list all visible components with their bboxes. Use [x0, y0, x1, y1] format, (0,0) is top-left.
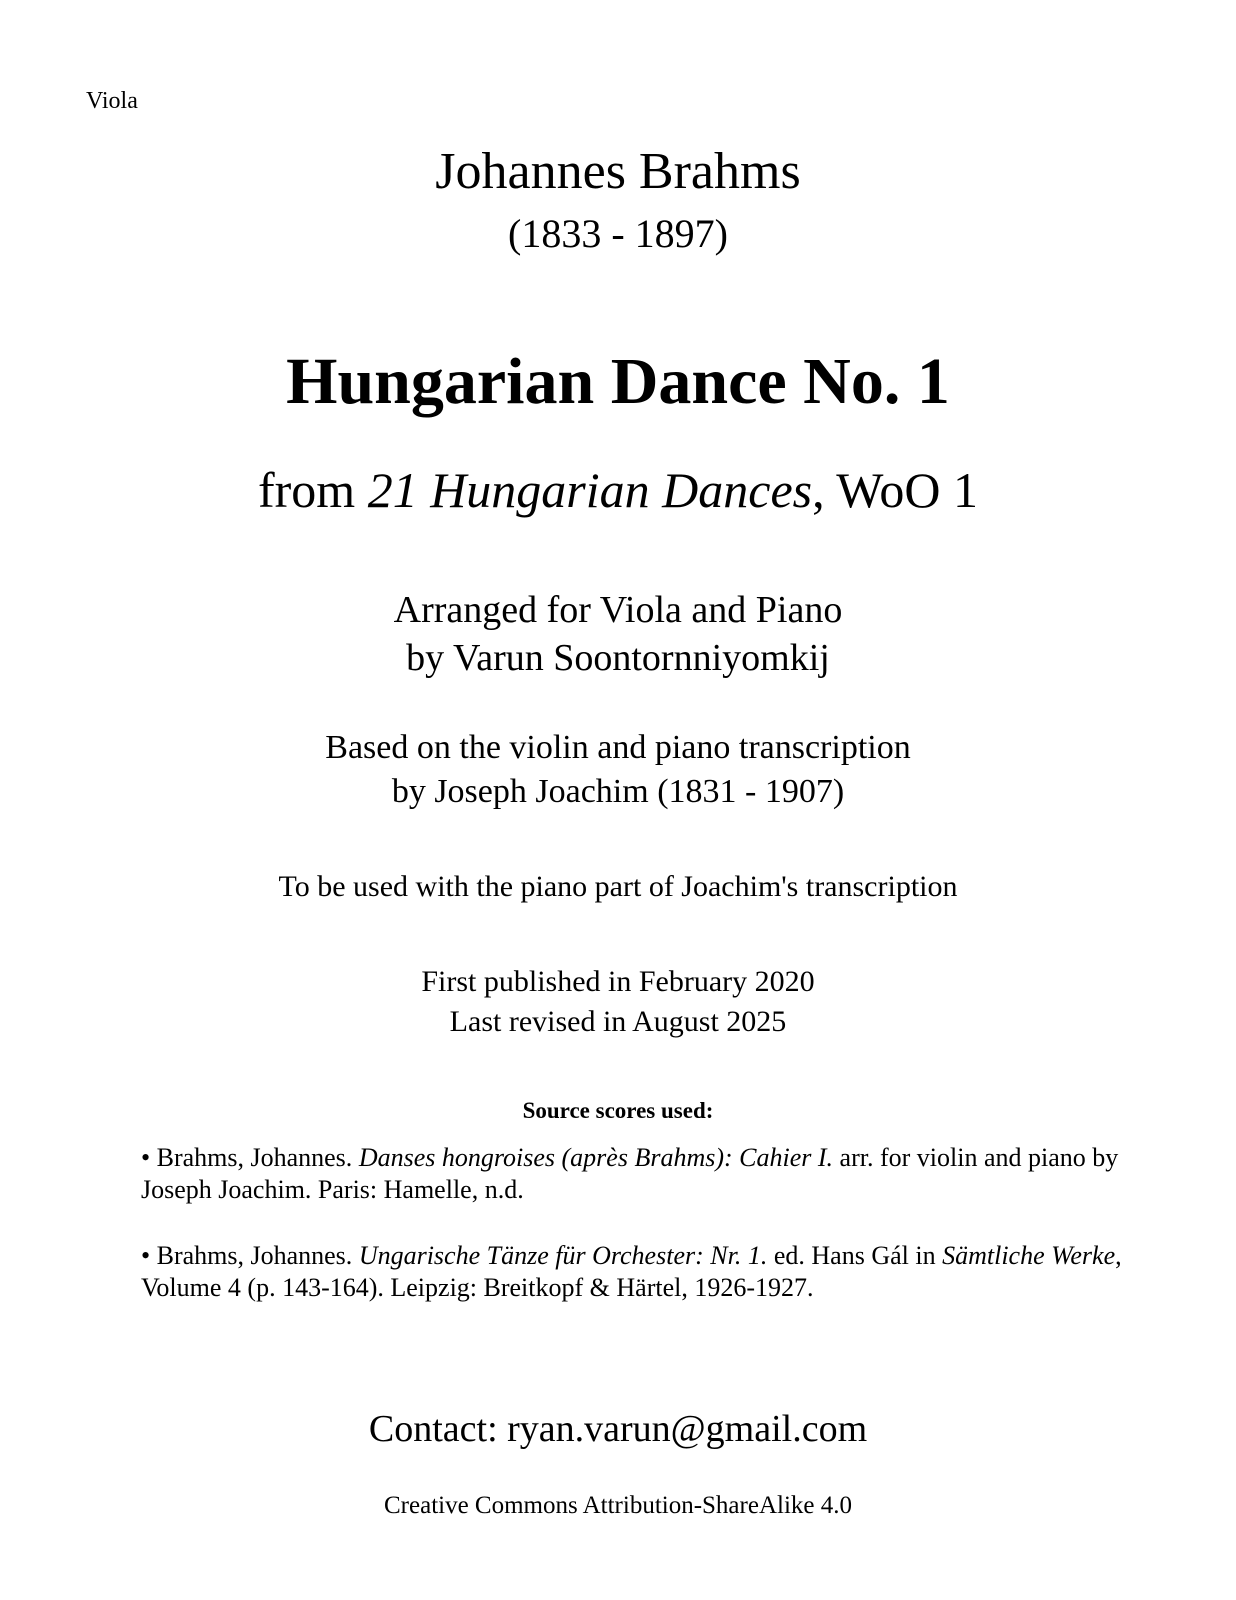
- arrangement-line-1: Arranged for Viola and Piano: [393, 589, 843, 631]
- publication-info: [0, 962, 1236, 1042]
- source-title: Ungarische Tänze für Orchester: Nr. 1.: [358, 1241, 768, 1270]
- source-mid: ed. Hans Gál in: [767, 1241, 943, 1270]
- composer-name: Johannes Brahms: [435, 143, 801, 200]
- arrangement-line-2: by Varun Soontornniyomkij: [406, 637, 830, 679]
- basis-line-1: Based on the violin and piano transcription: [325, 729, 911, 766]
- source-title: Danses hongroises (après Brahms): Cahier I.: [358, 1143, 834, 1172]
- license-text: Creative Commons Attribution-ShareAlike 4.0: [384, 1492, 852, 1519]
- subtitle-collection: 21 Hungarian Dances: [367, 462, 813, 518]
- composer-dates: (1833 - 1897): [508, 211, 728, 256]
- first-published: First published in February 2020: [421, 965, 815, 998]
- source-item: [141, 1240, 1131, 1304]
- source-lead: • Brahms, Johannes.: [141, 1143, 359, 1172]
- arrangement-credit: [0, 586, 1236, 682]
- source-rest: , Volume 4 (p. 143-164). Leipzig: Breitkopf & Härtel, 1926-1927.: [141, 1241, 1122, 1302]
- source-title-2: Sämtliche Werke: [942, 1241, 1116, 1270]
- part-label: Viola: [86, 88, 138, 114]
- piece-subtitle: [0, 460, 1236, 520]
- subtitle-suffix: , WoO 1: [812, 462, 979, 518]
- sources-heading: Source scores used:: [522, 1098, 714, 1123]
- contact-email: Contact: ryan.varun@gmail.com: [368, 1408, 868, 1450]
- source-lead: • Brahms, Johannes.: [141, 1241, 359, 1270]
- source-rest: arr. for violin and piano by Joseph Joachim. Paris: Hamelle, n.d.: [141, 1143, 1119, 1204]
- last-revised: Last revised in August 2025: [449, 1005, 787, 1038]
- usage-note: To be used with the piano part of Joachim's transcription: [278, 870, 958, 903]
- source-item: [141, 1142, 1131, 1206]
- basis-credit: [0, 726, 1236, 814]
- subtitle-prefix: from: [257, 462, 368, 518]
- basis-line-2: by Joseph Joachim (1831 - 1907): [391, 773, 845, 810]
- piece-title: Hungarian Dance No. 1: [286, 345, 950, 418]
